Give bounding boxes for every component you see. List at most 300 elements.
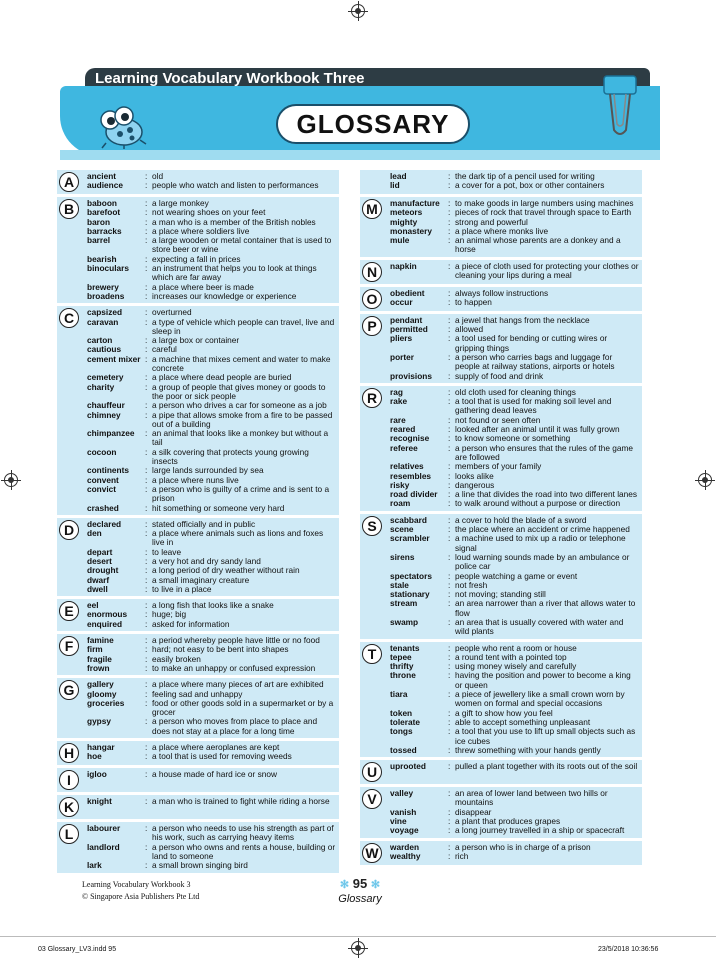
entry-definition: having the position and power to become a king or queen — [455, 670, 631, 690]
entry-word: rag — [390, 386, 403, 397]
entry-definition: a person who ensures that the rules of the game are followed — [455, 442, 634, 462]
entry-colon: : — [145, 344, 148, 355]
entry-word: scene — [390, 524, 414, 535]
letter-section — [360, 260, 642, 284]
entry-definition: to leave — [152, 546, 182, 557]
entry-word: mule — [390, 235, 410, 246]
section-letter: P — [362, 316, 382, 336]
entry-word: lid — [390, 180, 400, 191]
entry-definition: to walk around without a purpose or direction — [455, 498, 621, 509]
entry-definition: a man who is a member of the British nobles — [152, 216, 316, 227]
entry-word: provisions — [390, 370, 432, 381]
entry-colon: : — [145, 263, 148, 274]
entry-word: fragile — [87, 653, 112, 664]
glossary-entry — [390, 762, 639, 771]
entry-colon: : — [145, 281, 148, 292]
entry-colon: : — [448, 551, 451, 562]
letter-section — [57, 197, 339, 303]
letter-section — [360, 760, 642, 784]
glossary-entry — [390, 690, 639, 709]
entry-word: baron — [87, 216, 111, 227]
entry-colon: : — [145, 353, 148, 364]
entry-definition: to live in a place — [152, 583, 212, 594]
entry-colon: : — [145, 635, 148, 646]
glossary-entry — [87, 861, 336, 870]
glossary-entry — [390, 472, 639, 481]
entry-colon: : — [448, 314, 451, 325]
glossary-entry — [390, 572, 639, 581]
entry-definition: strong and powerful — [455, 216, 528, 227]
entry-colon: : — [145, 644, 148, 655]
entry-word: hangar — [87, 742, 115, 753]
entry-word: pliers — [390, 333, 413, 344]
entry-colon: : — [448, 661, 451, 672]
entry-word: tongs — [390, 726, 413, 737]
entry-colon: : — [145, 253, 148, 264]
entry-definition: a large box or container — [152, 335, 240, 346]
entry-colon: : — [145, 716, 148, 727]
entry-word: eel — [87, 600, 99, 611]
entry-word: cement mixer — [87, 353, 141, 364]
entry-word: broadens — [87, 290, 125, 301]
entry-colon: : — [448, 461, 451, 472]
entry-colon: : — [145, 235, 148, 246]
entry-definition: a gift to show how you feel — [455, 707, 553, 718]
entry-word: stationary — [390, 589, 430, 600]
glossary-entry — [87, 336, 336, 345]
entry-colon: : — [145, 860, 148, 871]
entry-word: enormous — [87, 609, 128, 620]
entry-colon: : — [448, 533, 451, 544]
entry-colon: : — [448, 414, 451, 425]
entry-definition: pulled a plant together with its roots out of the soil — [455, 761, 638, 772]
entry-definition: a tool used for bending or cutting wires or gripping things — [455, 333, 608, 353]
entry-definition: a type of vehicle which people can travel, live and sleep in — [152, 316, 335, 336]
entry-definition: a piece of jewellery like a small crown worn by women on formal and special occasions — [455, 689, 625, 709]
entry-word: resembles — [390, 470, 432, 481]
entry-definition: the place where an accident or crime happened — [455, 524, 630, 535]
entry-definition: threw something with your hands gently — [455, 744, 601, 755]
entry-colon: : — [145, 216, 148, 227]
entry-colon: : — [145, 742, 148, 753]
entry-colon: : — [145, 751, 148, 762]
entry-definition: loud warning sounds made by an ambulance or police car — [455, 551, 630, 572]
entry-colon: : — [448, 324, 451, 335]
entry-colon: : — [448, 589, 451, 600]
glossary-entry — [87, 797, 336, 806]
entry-definition: a piece of cloth used for protecting your clothes or cleaning your lips during a meal — [455, 260, 639, 281]
entry-colon: : — [145, 574, 148, 585]
entry-definition: a place where monks live — [455, 225, 549, 236]
entry-colon: : — [145, 697, 148, 708]
entry-definition: a tool that is used for making soil level and gathering dead leaves — [455, 396, 612, 416]
entry-word: chauffeur — [87, 400, 125, 411]
entry-colon: : — [448, 386, 451, 397]
entry-colon: : — [145, 207, 148, 218]
entry-definition: an animal whose parents are a donkey and a horse — [455, 235, 621, 255]
entry-word: tepee — [390, 651, 412, 662]
entry-word: chimney — [87, 409, 121, 420]
entry-colon: : — [145, 565, 148, 576]
glossary-column-right — [360, 170, 642, 868]
entry-word: chimpanzee — [87, 428, 135, 439]
entry-definition: a cover to hold the blade of a sword — [455, 514, 587, 525]
entry-definition: people watching a game or event — [455, 570, 578, 581]
entry-definition: a very hot and dry sandy land — [152, 555, 261, 566]
section-letter: K — [59, 797, 79, 817]
entry-definition: a person who carries bags and luggage for people at railway stations, airports or hotels — [455, 351, 615, 372]
entry-word: vanish — [390, 806, 417, 817]
section-letter: E — [59, 601, 79, 621]
entry-definition: a man who is trained to fight while riding a horse — [152, 796, 330, 807]
section-letter: G — [59, 680, 79, 700]
letter-section — [57, 170, 339, 194]
letter-section — [360, 386, 642, 511]
entry-colon: : — [448, 670, 451, 681]
glossary-entry — [390, 599, 639, 618]
entry-definition: a place where many pieces of art are exhibited — [152, 679, 324, 690]
glossary-entry — [390, 289, 639, 298]
entry-word: den — [87, 528, 102, 539]
entry-word: token — [390, 707, 413, 718]
entry-definition: a large wooden or metal container that is used to store beer or wine — [152, 235, 332, 255]
section-letter: V — [362, 789, 382, 809]
entry-word: recognise — [390, 433, 430, 444]
entry-definition: overturned — [152, 307, 192, 318]
entry-definition: looks alike — [455, 470, 494, 481]
letter-section — [360, 314, 642, 383]
registration-mark-top — [351, 4, 365, 18]
entry-colon: : — [448, 816, 451, 827]
entry-definition: a group of people that gives money or goods to the poor or sick people — [152, 381, 326, 401]
entry-colon: : — [145, 796, 148, 807]
entry-word: depart — [87, 546, 113, 557]
registration-mark-right — [698, 473, 712, 487]
page-number-value: 95 — [352, 876, 368, 891]
entry-word: gallery — [87, 679, 114, 690]
entry-word: mighty — [390, 216, 418, 227]
glossary-entry — [87, 843, 336, 862]
entry-definition: careful — [152, 344, 177, 355]
section-letter: B — [59, 199, 79, 219]
entry-definition: easily broken — [152, 653, 201, 664]
entry-colon: : — [145, 335, 148, 346]
entry-definition: a pipe that allows smoke from a fire to be passed out of a building — [152, 409, 333, 429]
entry-word: knight — [87, 796, 112, 807]
section-letter: T — [362, 644, 382, 664]
glossary-entry — [390, 353, 639, 372]
glossary-column-left — [57, 170, 339, 876]
entry-colon: : — [145, 769, 148, 780]
page-number — [330, 876, 390, 891]
entry-word: firm — [87, 644, 103, 655]
entry-word: binoculars — [87, 263, 129, 274]
entry-definition: dangerous — [455, 479, 495, 490]
entry-colon: : — [448, 171, 451, 181]
entry-word: napkin — [390, 260, 417, 271]
entry-definition: stated officially and in public — [152, 518, 256, 529]
glossary-entry — [87, 429, 336, 448]
page-label: Glossary — [338, 893, 382, 905]
entry-colon: : — [448, 514, 451, 525]
entry-word: enquired — [87, 618, 123, 629]
entry-definition: the dark tip of a pencil used for writing — [455, 171, 595, 181]
entry-word: igloo — [87, 769, 107, 780]
entry-word: roam — [390, 498, 411, 509]
entry-colon: : — [145, 474, 148, 485]
entry-colon: : — [145, 400, 148, 411]
entry-word: continents — [87, 465, 129, 476]
entry-colon: : — [448, 825, 451, 836]
entry-colon: : — [448, 841, 451, 852]
letter-section — [360, 170, 642, 194]
entry-word: uprooted — [390, 761, 426, 772]
entry-colon: : — [448, 287, 451, 298]
entry-word: capsized — [87, 307, 123, 318]
letter-section — [57, 306, 339, 515]
glossary-entry — [87, 318, 336, 337]
entry-colon: : — [448, 524, 451, 535]
glossary-entry — [390, 372, 639, 381]
section-letter: I — [59, 770, 79, 790]
entry-colon: : — [448, 788, 451, 799]
entry-word: wealthy — [390, 850, 421, 861]
paper-clip-icon — [600, 72, 640, 142]
entry-word: scrambler — [390, 533, 430, 544]
entry-colon: : — [448, 433, 451, 444]
entry-colon: : — [145, 290, 148, 301]
entry-definition: old cloth used for cleaning things — [455, 386, 576, 397]
glossary-entry — [390, 826, 639, 835]
entry-definition: a tool that you use to lift up small objects such as ice cubes — [455, 726, 636, 746]
glossary-entry — [87, 448, 336, 467]
entry-colon: : — [448, 707, 451, 718]
entry-definition: huge; big — [152, 609, 187, 620]
entry-colon: : — [448, 470, 451, 481]
letter-section — [57, 741, 339, 765]
glossary-entry — [87, 292, 336, 301]
glossary-entry — [390, 727, 639, 746]
entry-colon: : — [145, 316, 148, 327]
glossary-entry — [87, 355, 336, 374]
entry-definition: to happen — [455, 297, 492, 308]
entry-colon: : — [145, 679, 148, 690]
entry-definition: looked after an animal until it was fully grown — [455, 424, 620, 435]
glossary-entry — [390, 334, 639, 353]
entry-word: declared — [87, 518, 122, 529]
date-slug: 23/5/2018 10:36:56 — [598, 946, 659, 953]
entry-colon: : — [145, 518, 148, 529]
entry-definition: feeling sad and unhappy — [152, 688, 243, 699]
entry-colon: : — [448, 225, 451, 236]
glossary-entry — [87, 824, 336, 843]
entry-definition: not found or seen often — [455, 414, 541, 425]
entry-word: manufacture — [390, 198, 440, 208]
bug-mascot-icon — [94, 100, 154, 150]
glossary-entry — [87, 664, 336, 673]
section-letter: A — [59, 172, 79, 192]
entry-word: groceries — [87, 697, 125, 708]
entry-word: gloomy — [87, 688, 117, 699]
registration-mark-left — [4, 473, 18, 487]
glossary-entry — [390, 789, 639, 808]
entry-colon: : — [145, 171, 148, 181]
entry-colon: : — [448, 442, 451, 453]
entry-definition: rich — [455, 850, 469, 861]
glossary-entry — [87, 411, 336, 430]
entry-definition: not fresh — [455, 579, 488, 590]
entry-colon: : — [145, 372, 148, 383]
entry-word: warden — [390, 841, 420, 852]
glossary-entry — [390, 236, 639, 255]
entry-colon: : — [145, 823, 148, 834]
glossary-entry — [390, 534, 639, 553]
entry-definition: an area narrower than a river that allows water to flow — [455, 598, 636, 618]
glossary-entry — [87, 645, 336, 654]
entry-colon: : — [448, 235, 451, 246]
entry-colon: : — [145, 841, 148, 852]
entry-definition: not moving; standing still — [455, 589, 546, 600]
letter-section — [360, 642, 642, 758]
entry-colon: : — [145, 198, 148, 208]
entry-definition: a jewel that hangs from the necklace — [455, 314, 590, 325]
letter-section — [360, 197, 642, 257]
entry-colon: : — [448, 479, 451, 490]
entry-word: pendant — [390, 314, 423, 325]
entry-word: barracks — [87, 225, 122, 236]
entry-word: convent — [87, 474, 119, 485]
entry-colon: : — [448, 297, 451, 308]
glossary-entry — [87, 699, 336, 718]
entry-definition: a large monkey — [152, 198, 209, 208]
entry-word: convict — [87, 483, 117, 494]
entry-definition: a person who is in charge of a prison — [455, 841, 591, 852]
entry-definition: old — [152, 171, 164, 181]
entry-colon: : — [448, 642, 451, 653]
entry-definition: a round tent with a pointed top — [455, 651, 567, 662]
entry-word: carton — [87, 335, 113, 346]
entry-colon: : — [145, 465, 148, 476]
glossary-entry — [390, 298, 639, 307]
entry-definition: a small imaginary creature — [152, 574, 250, 585]
entry-definition: people who rent a room or house — [455, 642, 577, 653]
entry-colon: : — [145, 409, 148, 420]
file-slug: 03 Glossary_LV3.indd 95 — [38, 946, 117, 953]
entry-colon: : — [145, 428, 148, 439]
entry-word: valley — [390, 788, 414, 799]
entry-definition: allowed — [455, 324, 484, 335]
entry-word: porter — [390, 351, 414, 362]
entry-word: cocoon — [87, 446, 117, 457]
entry-word: tenants — [390, 642, 420, 653]
entry-colon: : — [145, 688, 148, 699]
entry-definition: a silk covering that protects young growing insects — [152, 446, 309, 467]
letter-section — [57, 795, 339, 819]
entry-colon: : — [448, 207, 451, 218]
section-letter: D — [59, 520, 79, 540]
entry-colon: : — [145, 483, 148, 494]
entry-word: charity — [87, 381, 115, 392]
entry-definition: a person who moves from place to place and does not stay at a place for a long time — [152, 716, 318, 736]
entry-word: permitted — [390, 324, 428, 335]
section-letter: O — [362, 289, 382, 309]
entry-colon: : — [448, 726, 451, 737]
entry-definition: a line that divides the road into two different lanes — [455, 489, 638, 500]
entry-word: landlord — [87, 841, 120, 852]
entry-word: vine — [390, 816, 407, 827]
letter-section — [57, 822, 339, 872]
entry-colon: : — [448, 744, 451, 755]
publisher-line-2: © Singapore Asia Publishers Pte Ltd — [82, 892, 200, 901]
entry-definition: a cover for a pot, box or other containers — [455, 180, 605, 191]
entry-word: rake — [390, 396, 408, 407]
glossary-entry — [390, 618, 639, 637]
entry-colon: : — [448, 850, 451, 861]
entry-definition: an instrument that helps you to look at things which are far away — [152, 263, 317, 283]
glossary-entry — [390, 262, 639, 281]
entry-definition: a long journey travelled in a ship or spacecraft — [455, 825, 625, 836]
registration-mark-bottom — [351, 941, 365, 955]
glossary-entry — [87, 717, 336, 736]
entry-word: referee — [390, 442, 418, 453]
entry-word: risky — [390, 479, 410, 490]
entry-definition: a tool that is used for removing weeds — [152, 751, 292, 762]
entry-definition: a place where beer is made — [152, 281, 254, 292]
entry-colon: : — [448, 180, 451, 191]
entry-word: desert — [87, 555, 112, 566]
entry-definition: food or other goods sold in a supermarket or by a grocer — [152, 697, 334, 718]
glossary-entry — [87, 181, 336, 190]
glossary-entry — [390, 499, 639, 508]
entry-definition: increases our knowledge or experience — [152, 290, 297, 301]
entry-colon: : — [145, 225, 148, 236]
entry-word: crashed — [87, 502, 119, 513]
letter-section — [360, 287, 642, 311]
entry-colon: : — [145, 600, 148, 611]
entry-word: rare — [390, 414, 406, 425]
section-letter: S — [362, 516, 382, 536]
glossary-entry — [87, 620, 336, 629]
entry-word: brewery — [87, 281, 119, 292]
entry-definition: to know someone or something — [455, 433, 571, 444]
entry-colon: : — [448, 498, 451, 509]
star-icon: ✻ — [339, 879, 350, 891]
entry-colon: : — [145, 618, 148, 629]
glossary-entry — [87, 236, 336, 255]
entry-word: barefoot — [87, 207, 121, 218]
glossary-entry — [87, 529, 336, 548]
entry-word: dwell — [87, 583, 108, 594]
entry-definition: a person who needs to use his strength as part of his work, such as carrying heavy items — [152, 823, 334, 843]
entry-definition: a place where animals such as lions and foxes live in — [152, 528, 324, 548]
entry-definition: always follow instructions — [455, 287, 549, 298]
entry-definition: hit something or someone very hard — [152, 502, 285, 513]
entry-definition: a plant that produces grapes — [455, 816, 561, 827]
entry-definition: using money wisely and carefully — [455, 661, 577, 672]
section-letter: L — [59, 824, 79, 844]
entry-definition: a period whereby people have little or no food — [152, 635, 320, 646]
entry-word: meteors — [390, 207, 423, 218]
entry-word: baboon — [87, 198, 117, 208]
section-letter: R — [362, 388, 382, 408]
entry-word: reared — [390, 424, 416, 435]
entry-definition: a small brown singing bird — [152, 860, 248, 871]
glossary-entry — [390, 444, 639, 463]
entry-colon: : — [448, 761, 451, 772]
entry-colon: : — [145, 555, 148, 566]
entry-colon: : — [145, 528, 148, 539]
entry-colon: : — [448, 333, 451, 344]
